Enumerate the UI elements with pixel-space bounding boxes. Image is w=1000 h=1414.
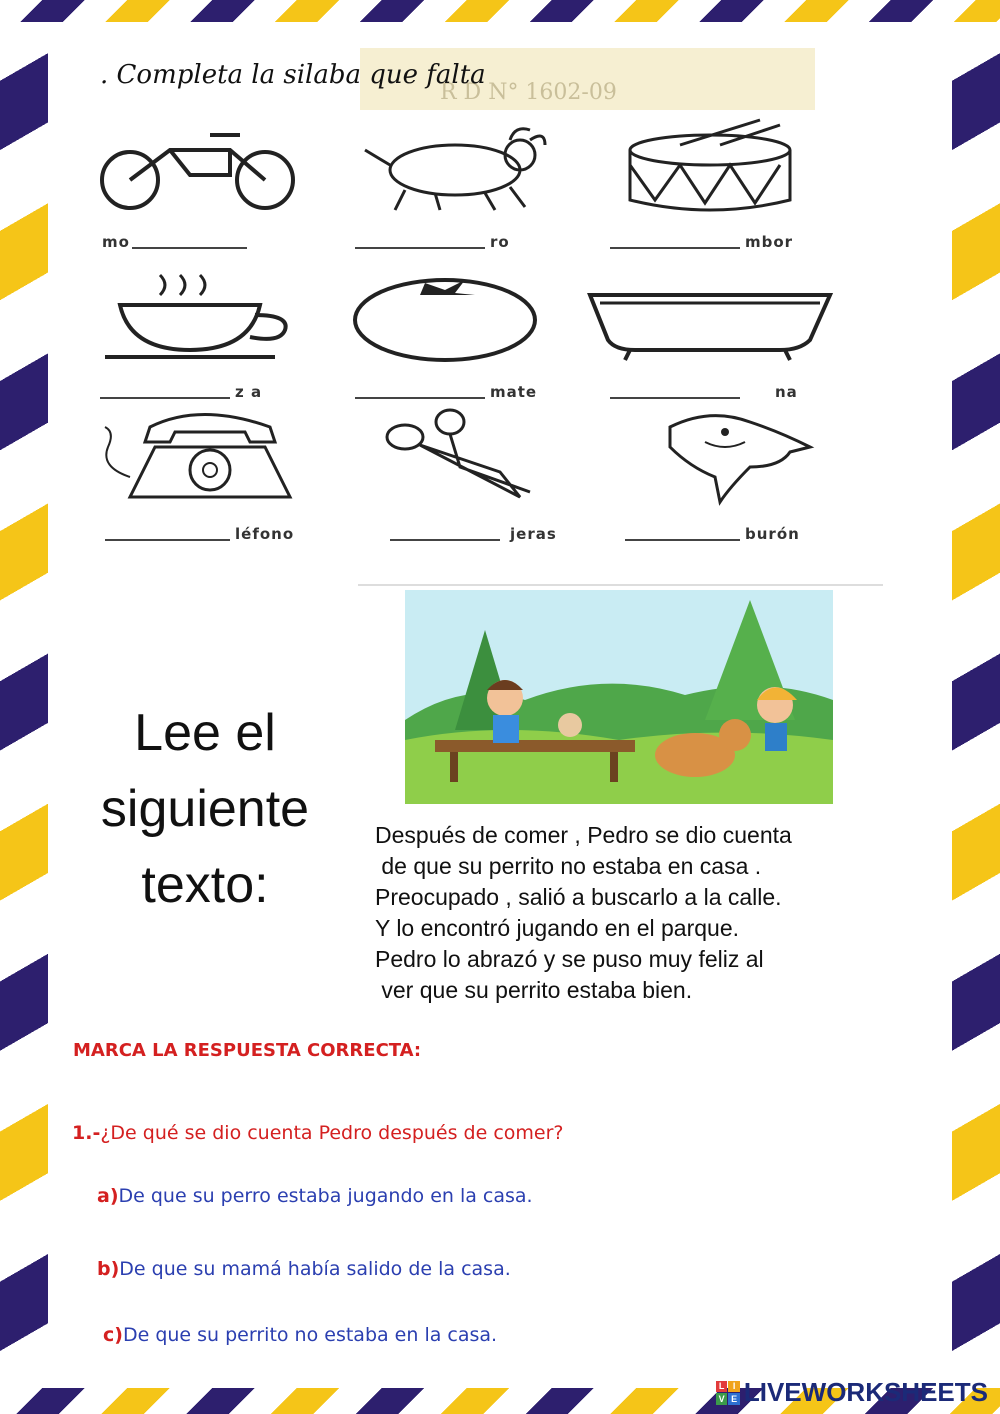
syllable-suffix: léfono xyxy=(235,525,295,543)
question-1 xyxy=(72,1122,564,1144)
grid-item-tomato xyxy=(335,265,585,405)
grid-item-shark xyxy=(620,407,870,547)
drum-icon xyxy=(600,115,820,215)
motorcycle-icon xyxy=(90,115,310,215)
syllable-suffix: z a xyxy=(235,383,263,401)
grid-item-cup xyxy=(80,265,330,405)
story-text xyxy=(375,820,792,1006)
option-text: De que su mamá había salido de la casa. xyxy=(119,1258,511,1280)
airmail-border-right xyxy=(952,0,1000,1414)
answer-blank[interactable] xyxy=(100,397,230,399)
story-line: Y lo encontró jugando en el parque. xyxy=(375,915,740,941)
syllable-suffix: mbor xyxy=(745,233,794,251)
answer-blank[interactable] xyxy=(390,539,500,541)
option-text: De que su perro estaba jugando en la casa. xyxy=(118,1185,533,1207)
grid-item-bathtub xyxy=(570,265,820,405)
airmail-border-top xyxy=(0,0,1000,22)
heading-line: Lee el xyxy=(134,704,276,762)
grid-item-scissors xyxy=(370,407,620,547)
syllable-suffix: mate xyxy=(490,383,538,401)
story-line: Pedro lo abrazó y se puso muy feliz al xyxy=(375,946,764,972)
option-c[interactable] xyxy=(103,1324,497,1346)
reading-heading xyxy=(70,695,340,923)
liveworksheets-brand[interactable] xyxy=(716,1377,988,1408)
story-line: Después de comer , Pedro se dio cuenta xyxy=(375,822,792,848)
option-letter: b) xyxy=(97,1258,120,1280)
option-text: De que su perrito no estaba en la casa. xyxy=(122,1324,498,1346)
syllable-suffix: na xyxy=(775,383,798,401)
question-number: 1.- xyxy=(72,1122,101,1144)
story-line: de que su perrito no estaba en casa . xyxy=(375,853,762,879)
liveworksheets-logo-icon: L I V E xyxy=(716,1381,740,1405)
bathtub-icon xyxy=(580,265,840,365)
airmail-border-left xyxy=(0,0,48,1414)
grid-item-motorcycle xyxy=(80,115,330,255)
syllable-suffix: jeras xyxy=(510,525,557,543)
brand-name: LIVEWORKSHEETS xyxy=(743,1377,988,1407)
section-divider xyxy=(358,584,883,586)
quiz-title: MARCA LA RESPUESTA CORRECTA: xyxy=(73,1040,422,1061)
answer-blank[interactable] xyxy=(355,247,485,249)
heading-line: texto: xyxy=(141,856,269,914)
bull-icon xyxy=(345,115,565,215)
answer-blank[interactable] xyxy=(105,539,230,541)
syllable-suffix: burón xyxy=(745,525,800,543)
answer-blank[interactable] xyxy=(610,247,740,249)
telephone-icon xyxy=(90,407,310,507)
syllable-suffix: ro xyxy=(490,233,510,251)
exercise-title: . Completa la silaba que falta xyxy=(100,60,486,90)
shark-icon xyxy=(630,407,830,507)
answer-blank[interactable] xyxy=(625,539,740,541)
option-letter: c) xyxy=(103,1324,123,1346)
option-a[interactable] xyxy=(97,1185,533,1207)
answer-blank[interactable] xyxy=(355,397,485,399)
heading-line: siguiente xyxy=(100,780,310,838)
answer-blank[interactable] xyxy=(132,247,247,249)
stamp-text: R D N° 1602-09 xyxy=(440,80,617,105)
syllable-prefix: mo xyxy=(102,233,130,251)
tomato-icon xyxy=(345,265,565,365)
grid-item-telephone xyxy=(80,407,330,547)
cup-icon xyxy=(90,265,310,365)
syllable-grid xyxy=(80,115,840,545)
story-line: ver que su perrito estaba bien. xyxy=(375,977,693,1003)
option-b[interactable] xyxy=(97,1258,511,1280)
question-text: ¿De qué se dio cuenta Pedro después de comer? xyxy=(100,1122,564,1144)
answer-blank[interactable] xyxy=(610,397,740,399)
grid-item-bull xyxy=(335,115,585,255)
grid-item-drum xyxy=(590,115,840,255)
option-letter: a) xyxy=(97,1185,119,1207)
park-illustration xyxy=(405,590,833,804)
story-line: Preocupado , salió a buscarlo a la calle. xyxy=(375,884,782,910)
scissors-icon xyxy=(380,407,560,507)
